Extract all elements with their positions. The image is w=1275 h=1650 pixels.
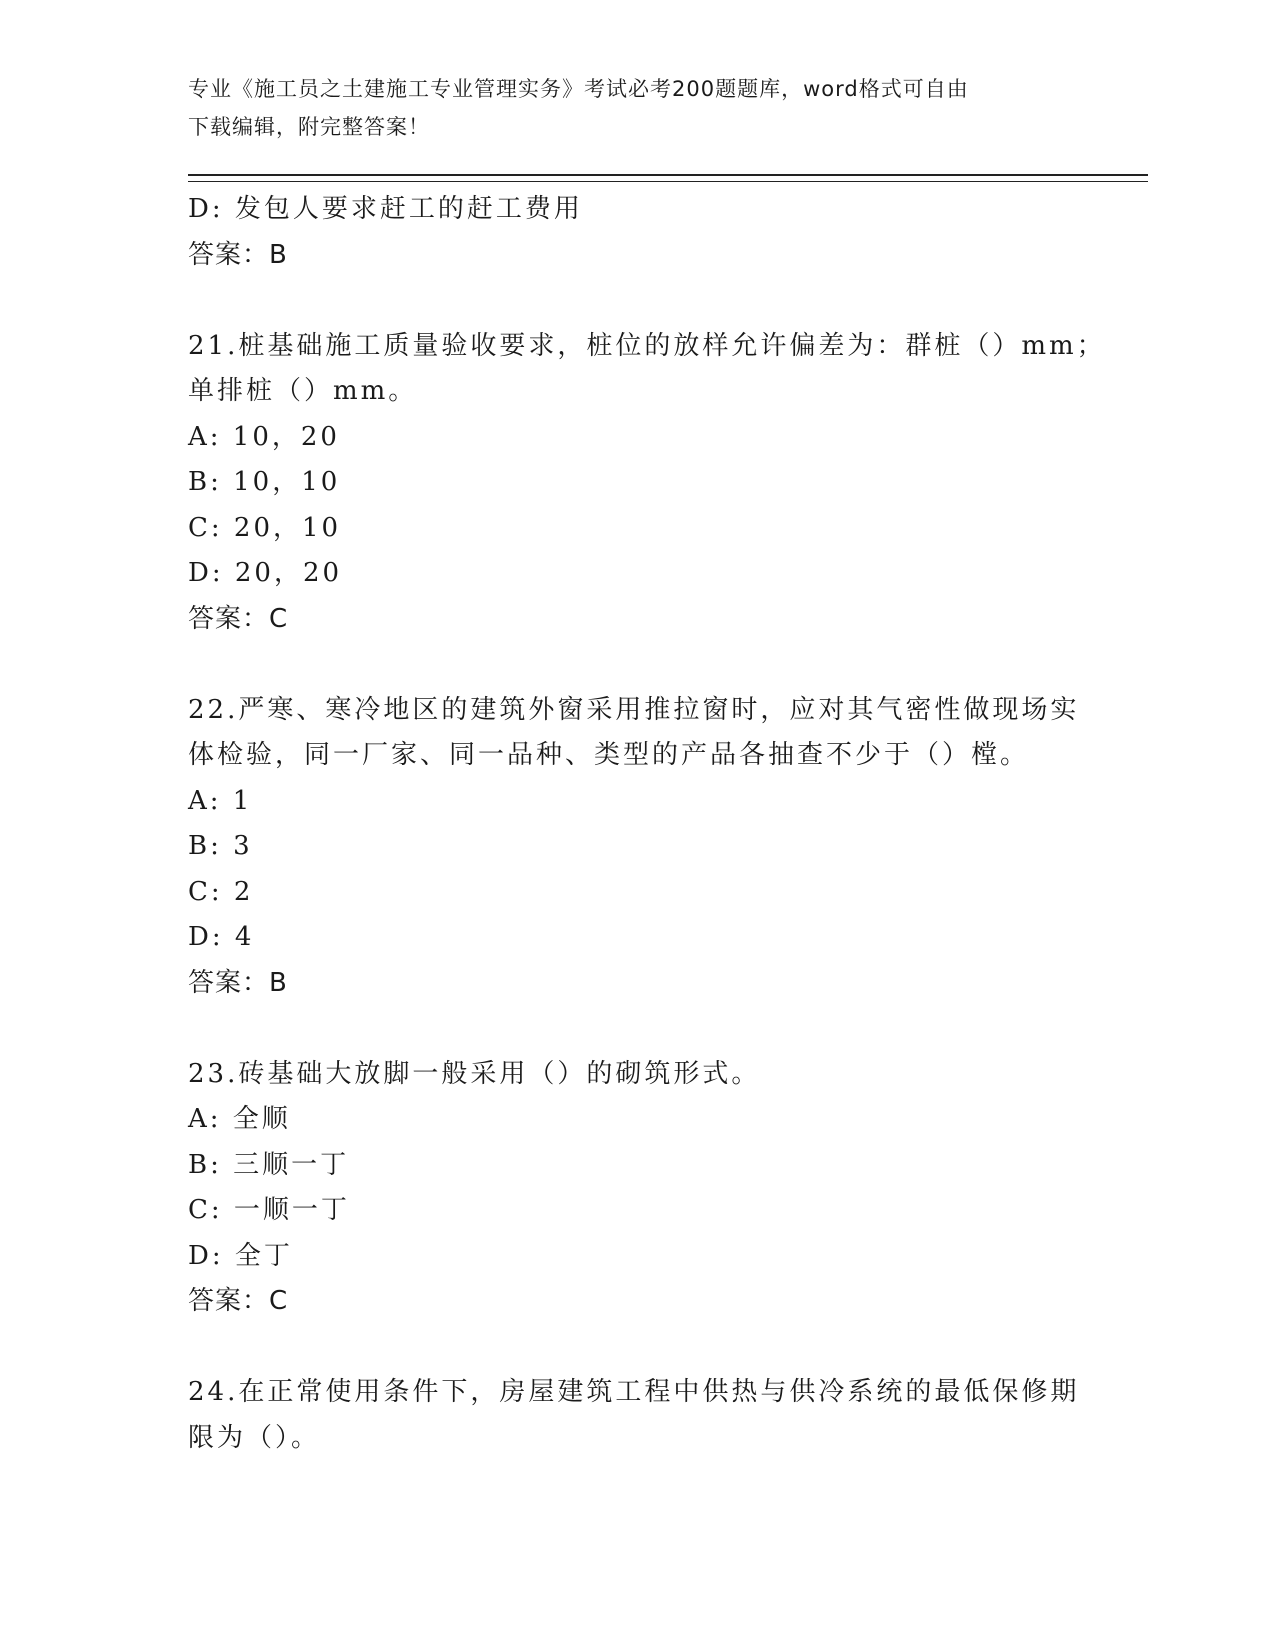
spacer xyxy=(188,1006,1088,1052)
option-d: D: 发包人要求赶工的赶工费用 xyxy=(188,194,583,224)
answer-line: 答案：B xyxy=(188,967,288,998)
option-d: D: 全丁 xyxy=(188,1240,293,1271)
option-c: C: 20，10 xyxy=(188,512,342,543)
spacer xyxy=(188,278,1088,324)
question-22 xyxy=(188,688,1088,1007)
question-stem-cont: 单排桩（）mm。 xyxy=(188,376,418,406)
header-divider-thin xyxy=(188,181,1148,182)
option-a: A: 10，20 xyxy=(188,421,340,452)
header-title-line1: 专业《施工员之土建施工专业管理实务》考试必考200题题库，word格式可自由 xyxy=(188,77,969,101)
question-list xyxy=(188,187,1106,1461)
option-b: B: 3 xyxy=(188,831,253,861)
question-21 xyxy=(188,324,1106,643)
question-stem: 22.严寒、寒冷地区的建筑外窗采用推拉窗时，应对其气密性做现场实 xyxy=(188,694,1080,725)
prev-question-tail xyxy=(188,187,1088,278)
option-b: B: 10，10 xyxy=(188,467,341,497)
header-divider-thick xyxy=(188,174,1148,176)
option-a: A: 1 xyxy=(188,785,253,816)
question-23 xyxy=(188,1052,1088,1325)
question-stem: 21.桩基础施工质量验收要求，桩位的放样允许偏差为：群桩（）mm； xyxy=(188,330,1106,361)
option-b: B: 三顺一丁 xyxy=(188,1149,350,1180)
spacer xyxy=(188,1325,1088,1371)
question-stem-cont: 限为（）。 xyxy=(188,1422,321,1453)
option-c: C: 2 xyxy=(188,876,254,907)
option-a: A: 全顺 xyxy=(188,1104,291,1134)
option-c: C: 一顺一丁 xyxy=(188,1195,350,1225)
answer-line: 答案：C xyxy=(188,1286,289,1316)
question-stem-cont: 体检验，同一厂家、同一品种、类型的产品各抽查不少于（）樘。 xyxy=(188,740,1030,770)
spacer xyxy=(188,642,1088,688)
question-24 xyxy=(188,1370,1088,1461)
option-d: D: 20，20 xyxy=(188,558,343,588)
option-d: D: 4 xyxy=(188,922,255,952)
header-title-line2: 下载编辑，附完整答案！ xyxy=(188,115,430,139)
question-stem: 23.砖基础大放脚一般采用（）的砌筑形式。 xyxy=(188,1058,761,1089)
page-header xyxy=(188,70,1068,146)
question-stem: 24.在正常使用条件下，房屋建筑工程中供热与供冷系统的最低保修期 xyxy=(188,1377,1080,1407)
answer-line: 答案：C xyxy=(188,603,289,634)
answer-line: 答案：B xyxy=(188,239,288,270)
